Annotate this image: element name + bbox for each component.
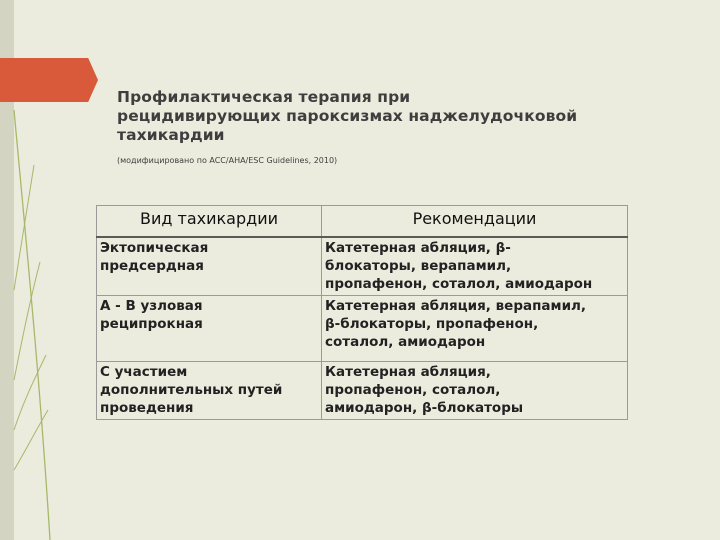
cell-line: пропафенон, соталол, амиодарон	[325, 276, 593, 292]
therapy-table	[96, 205, 628, 420]
tachycardia-type-cell	[97, 237, 322, 296]
title-line: рецидивирующих пароксизмах наджелудочковой	[117, 107, 578, 125]
recommendation-cell	[322, 362, 628, 420]
cell-line: дополнительных путей	[100, 382, 283, 398]
cell-line: β-блокаторы, пропафенон,	[325, 316, 539, 332]
cell-line: соталол, амиодарон	[325, 334, 486, 350]
cell-line: А - В узловая	[100, 298, 203, 314]
title-line: Профилактическая терапия при	[117, 88, 411, 106]
cell-line: реципрокная	[100, 316, 203, 332]
column-header-recommendations: Рекомендации	[322, 206, 628, 238]
cell-line: Катетерная абляция, β-	[325, 240, 511, 256]
slide-title	[117, 88, 637, 145]
cell-line: предсердная	[100, 258, 204, 274]
accent-tab-shape	[0, 58, 98, 102]
cell-line: проведения	[100, 400, 194, 416]
tachycardia-type-cell	[97, 296, 322, 362]
cell-line: С участием	[100, 364, 188, 380]
recommendation-cell	[322, 237, 628, 296]
title-line: тахикардии	[117, 126, 225, 144]
table-header-row	[97, 206, 628, 238]
table-row	[97, 296, 628, 362]
cell-line: Катетерная абляция,	[325, 364, 491, 380]
slide-subtitle: (модифицировано по ACC/AHA/ESC Guidelines, 2010)	[117, 156, 338, 165]
table-row	[97, 362, 628, 420]
cell-line: пропафенон, соталол,	[325, 382, 501, 398]
table-row	[97, 237, 628, 296]
cell-line: блокаторы, верапамил,	[325, 258, 512, 274]
cell-line: Эктопическая	[100, 240, 209, 256]
cell-line: амиодарон, β-блокаторы	[325, 400, 524, 416]
recommendation-cell	[322, 296, 628, 362]
tachycardia-type-cell	[97, 362, 322, 420]
cell-line: Катетерная абляция, верапамил,	[325, 298, 587, 314]
column-header-type: Вид тахикардии	[97, 206, 322, 238]
